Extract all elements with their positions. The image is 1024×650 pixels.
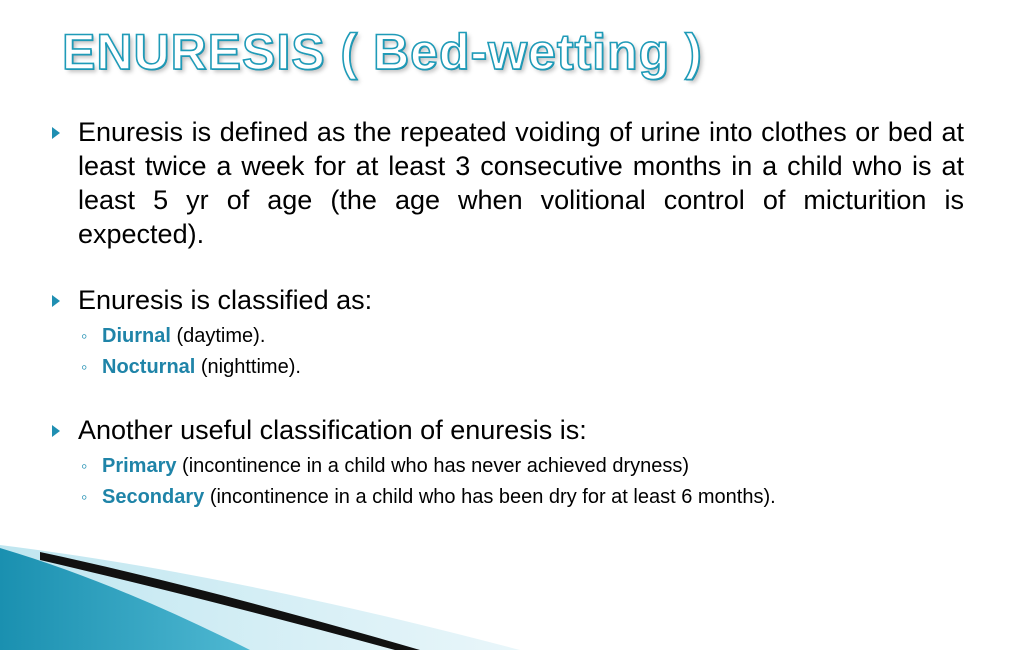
- slide-title: ENURESIS ( Bed-wetting ): [62, 24, 703, 80]
- bullet-definition: [52, 115, 964, 251]
- term-label: Secondary: [102, 486, 205, 508]
- slide-content: [52, 115, 964, 513]
- sub-bullet-nocturnal: [52, 352, 964, 383]
- sub-bullet-diurnal: [52, 321, 964, 352]
- bullet-text: Another useful classification of enuresis is:: [78, 415, 587, 445]
- term-description: (incontinence in a child who has been dry for at least 6 months).: [204, 486, 776, 508]
- term-description: (incontinence in a child who has never achieved dryness): [176, 455, 690, 477]
- ring-bullet-icon: ◦: [81, 326, 88, 346]
- bullet-text: Enuresis is classified as:: [78, 285, 373, 315]
- term-description: (nighttime).: [195, 356, 301, 378]
- term-label: Nocturnal: [102, 356, 196, 378]
- term-label: Diurnal: [102, 325, 171, 347]
- ring-bullet-icon: ◦: [81, 487, 88, 507]
- bullet-another-classification: [52, 413, 964, 447]
- term-label: Primary: [102, 455, 177, 477]
- swoosh-teal-band: [0, 548, 250, 650]
- ring-bullet-icon: ◦: [81, 456, 88, 476]
- triangle-arrow-icon: [52, 295, 60, 307]
- swoosh-light-band: [0, 545, 520, 650]
- swoosh-dark-stripe: [40, 552, 420, 650]
- triangle-arrow-icon: [52, 425, 60, 437]
- ring-bullet-icon: ◦: [81, 357, 88, 377]
- bullet-text: Enuresis is defined as the repeated voiding of urine into clothes or bed at least twice a week for at least 3 consecutive months in a child who is at least 5 yr of age (the age when volitional control of micturition is expected).: [78, 117, 964, 249]
- triangle-arrow-icon: [52, 127, 60, 139]
- sub-bullet-primary: [52, 451, 964, 482]
- bullet-classified: [52, 283, 964, 317]
- term-description: (daytime).: [170, 325, 266, 347]
- sub-bullet-secondary: [52, 482, 964, 513]
